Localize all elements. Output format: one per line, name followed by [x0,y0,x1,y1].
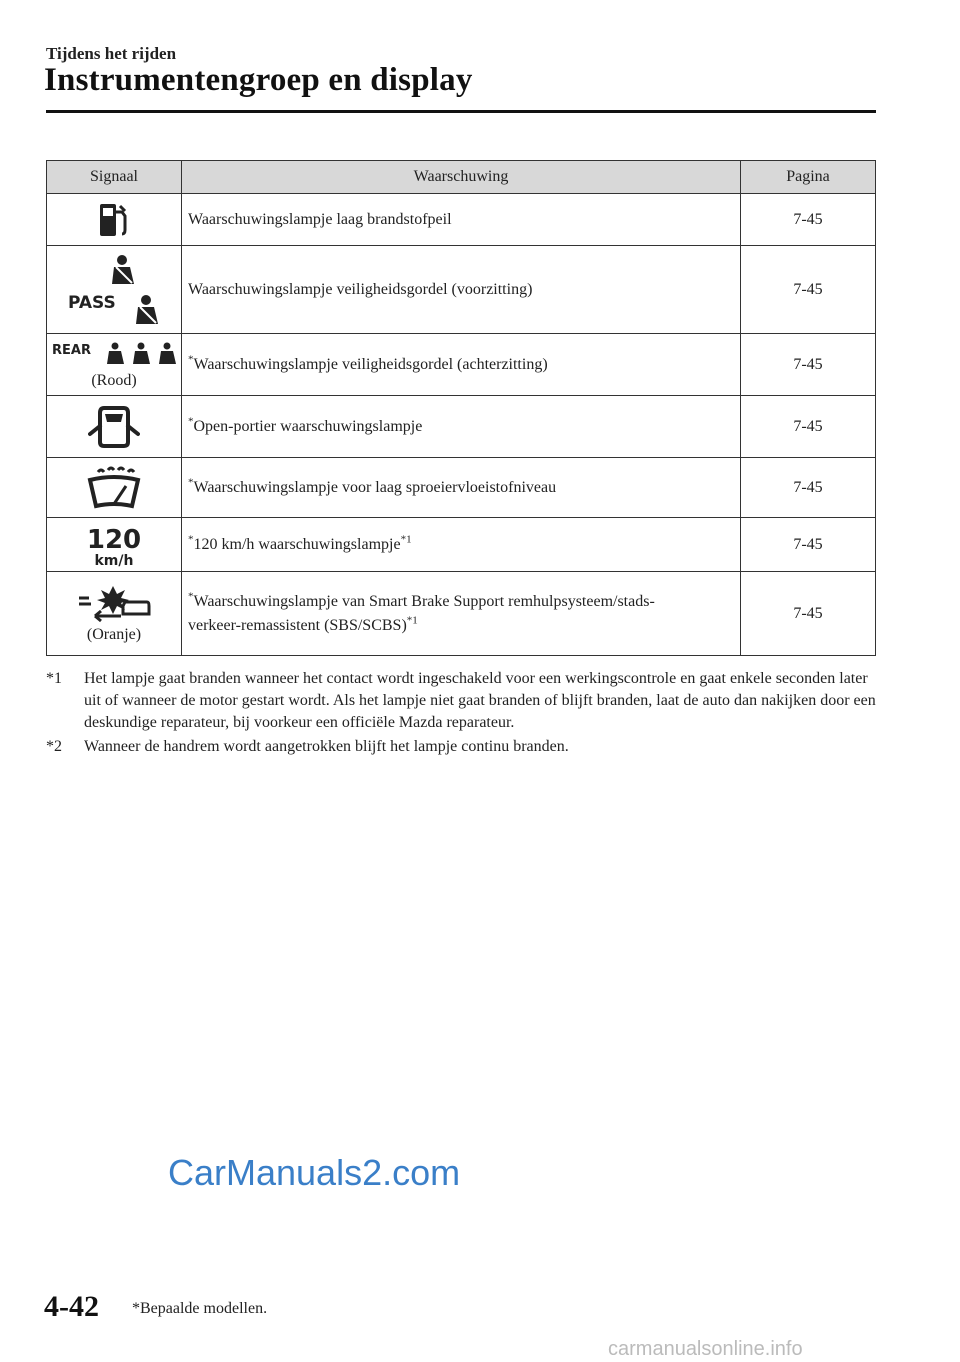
table-row [47,246,876,334]
speed-unit-text: km/h [94,552,134,568]
page-cell: 7-45 [741,458,876,518]
signal-cell [47,572,182,656]
color-label: (Rood) [91,371,137,389]
table-header-row [47,161,876,194]
warning-cell: *Waarschuwingslampje veiligheidsgordel (achterzitting) [182,334,741,396]
section-title: Tijdens het rijden [46,44,177,63]
col-waarschuwing: Waarschuwing [182,161,741,194]
col-signaal: Signaal [47,161,182,194]
watermark: CarManuals2.com [168,1152,461,1193]
warning-cell: *Open-portier waarschuwingslampje [182,396,741,458]
fuel-pump-icon [94,201,134,239]
signal-cell [47,194,182,246]
rear-seatbelt-icon [51,340,177,370]
table-row [47,194,876,246]
site-watermark: carmanualsonline.info [608,1338,803,1360]
col-pagina: Pagina [741,161,876,194]
door-open-icon [88,404,140,450]
warning-cell: Waarschuwingslampje laag brandstofpeil [182,194,741,246]
warning-cell: *Waarschuwingslampje van Smart Brake Support remhulpsysteem/stads- verkeer-remassistent (SBS/SCBS)$^{*1}$ [182,572,741,656]
page-cell: 7-45 [741,572,876,656]
page-title: Instrumentengroep en display [44,62,473,98]
seatbelt-pass-icon [64,250,164,330]
color-label: (Oranje) [86,625,142,643]
rear-text: REAR [52,342,91,358]
table-row [47,458,876,518]
page-cell: 7-45 [741,518,876,572]
footnote: *1 Het lampje gaat branden wanneer het contact wordt ingeschakeld voor een werkingscontrole en gaat enkele seconden later uit of wanneer de motor gestart wordt. Als het lampje niet gaat branden of blijft branden, laat de auto dan nakijken door een deskundige reparateur, bij voorkeur een officiële Mazda reparateur. [46,670,876,731]
warning-cell: *Waarschuwingslampje voor laag sproeiervloeistofniveau [182,458,741,518]
footer-note: *Bepaalde modellen. [132,1300,268,1317]
table-row [47,518,876,572]
table-row [47,396,876,458]
signal-cell [47,396,182,458]
warning-cell: Waarschuwingslampje veiligheidsgordel (voorzitting) [182,246,741,334]
washer-fluid-icon [86,466,142,510]
signal-cell [47,518,182,572]
warning-cell: *120 km/h waarschuwingslampje$^{*1}$ [182,518,741,572]
page-cell: 7-45 [741,396,876,458]
signal-cell [47,246,182,334]
warning-table [46,160,876,656]
footnotes [46,668,876,760]
page-cell: 7-45 [741,194,876,246]
footnote: *2 Wanneer de handrem wordt aangetrokken blijft het lampje continu branden. [46,738,569,755]
speed-120-icon [84,522,144,568]
signal-cell [47,458,182,518]
table-row [47,572,876,656]
title-rule [46,110,876,113]
smart-brake-icon [77,584,151,624]
table-row [47,334,876,396]
page-cell: 7-45 [741,334,876,396]
speed-value-text: 120 [86,524,142,555]
page-number: 4-42 [44,1290,99,1323]
pass-text: PASS [68,292,116,313]
signal-cell [47,334,182,396]
page-cell: 7-45 [741,246,876,334]
